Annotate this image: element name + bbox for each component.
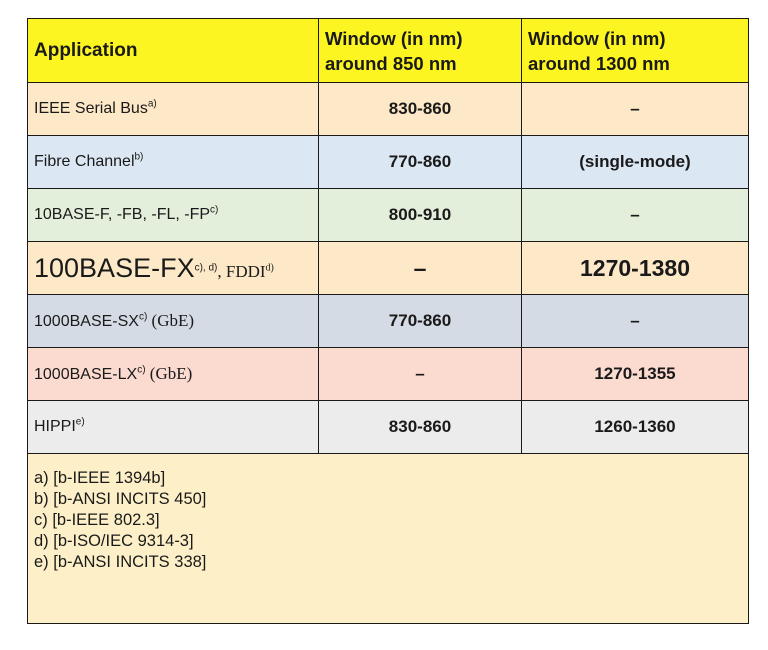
footnote-b: b) [b-ANSI INCITS 450]	[34, 490, 207, 508]
window-1300-value: 1270-1355	[522, 348, 749, 401]
header-application: Application	[28, 19, 319, 83]
footnote-ref: c)	[210, 204, 219, 216]
header-window-850	[319, 19, 522, 83]
header-row	[28, 19, 749, 83]
footnote-d: d) [b-ISO/IEC 9314-3]	[34, 532, 194, 550]
table-row	[28, 348, 749, 401]
application-name: 100BASE-FX	[34, 252, 195, 283]
footnote-a: a) [b-IEEE 1394b]	[34, 469, 166, 487]
table-row	[28, 136, 749, 189]
window-850-value: 830-860	[319, 401, 522, 454]
table-row	[28, 189, 749, 242]
footnote-ref: c), d)	[194, 262, 218, 274]
footnote-ref: c)	[138, 311, 148, 323]
application-cell	[28, 401, 319, 454]
application-name: IEEE Serial Bus	[34, 100, 148, 117]
footnote-ref: e)	[75, 416, 85, 428]
notes-cell	[28, 454, 749, 624]
window-850-value: 770-860	[319, 136, 522, 189]
header-window-1300-line2: around 1300 nm	[528, 52, 670, 74]
application-cell	[28, 242, 319, 295]
window-850-value: 800-910	[319, 189, 522, 242]
window-850-value: 830-860	[319, 83, 522, 136]
footnote-e: e) [b-ANSI INCITS 338]	[34, 553, 207, 571]
notes-row	[28, 454, 749, 624]
footnote-ref: a)	[147, 98, 157, 110]
window-850-value: 770-860	[319, 295, 522, 348]
application-name: Fibre Channel	[34, 153, 135, 170]
table-row	[28, 295, 749, 348]
window-1300-value: 1270-1380	[522, 242, 749, 295]
application-name: HIPPI	[34, 418, 76, 435]
application-cell	[28, 83, 319, 136]
application-cell	[28, 189, 319, 242]
window-1300-value: –	[522, 295, 749, 348]
header-window-850-line2: around 850 nm	[325, 52, 457, 74]
table-row	[28, 401, 749, 454]
application-name: 1000BASE-LX	[34, 366, 138, 383]
applications-window-table	[27, 18, 749, 624]
window-1300-value: –	[522, 83, 749, 136]
application-name: 1000BASE-SX	[34, 313, 139, 330]
application-name-extra: (GbE)	[147, 311, 195, 330]
application-name: 10BASE-F, -FB, -FL, -FP	[34, 206, 211, 223]
table-row	[28, 83, 749, 136]
window-1300-value: (single-mode)	[522, 136, 749, 189]
application-cell	[28, 136, 319, 189]
application-cell	[28, 348, 319, 401]
footnote-c: c) [b-IEEE 802.3]	[34, 511, 160, 529]
application-name-extra: , FDDI	[217, 261, 266, 281]
window-1300-value: 1260-1360	[522, 401, 749, 454]
header-window-850-line1: Window (in nm)	[325, 27, 463, 49]
header-window-1300	[522, 19, 749, 83]
footnote-ref: b)	[134, 151, 144, 163]
application-cell	[28, 295, 319, 348]
window-850-value: –	[319, 242, 522, 295]
footnote-ref: c)	[137, 364, 146, 376]
table-row	[28, 242, 749, 295]
footnote-ref-extra: d)	[265, 262, 274, 274]
application-name-extra: (GbE)	[145, 364, 193, 383]
header-window-1300-line1: Window (in nm)	[528, 27, 666, 49]
window-1300-value: –	[522, 189, 749, 242]
window-850-value: –	[319, 348, 522, 401]
